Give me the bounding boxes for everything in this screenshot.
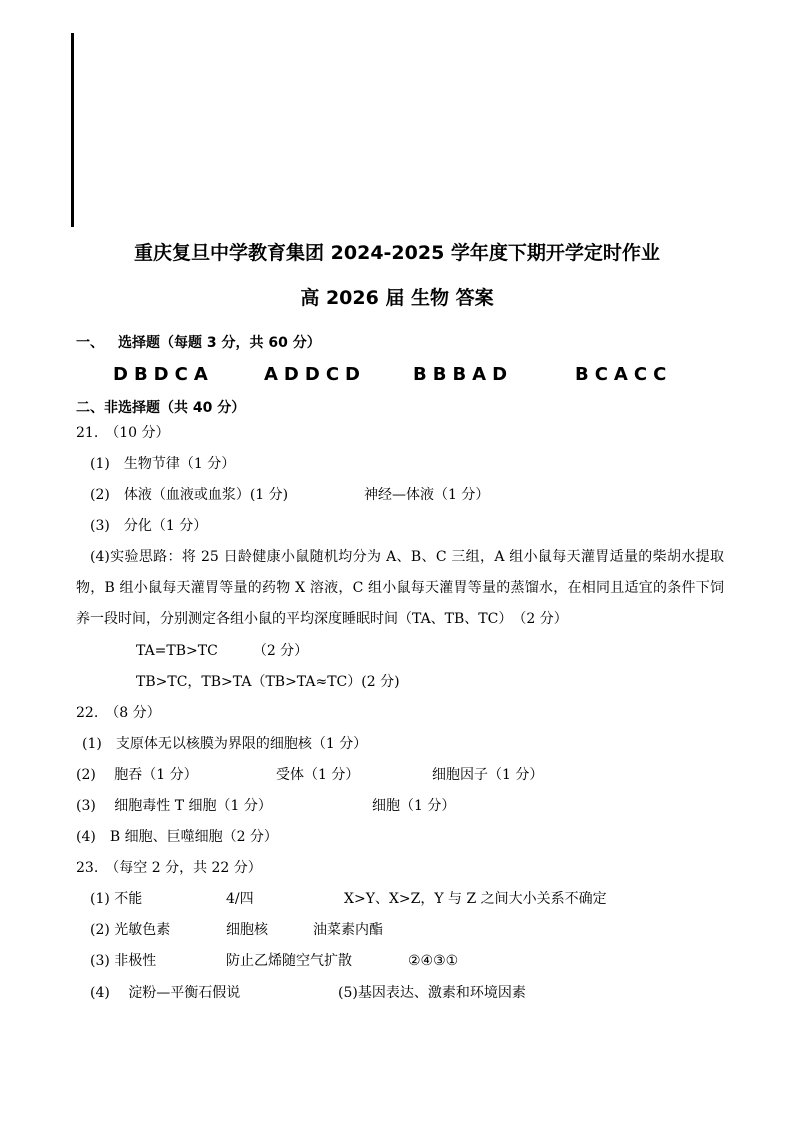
q22-answer-2a: (2) 胞吞（1 分）: [76, 767, 198, 783]
q23-answer-2a: (2) 光敏色素: [90, 922, 171, 938]
q21-answer-3: (3) 分化（1 分）: [90, 518, 208, 534]
document-title: 重庆复旦中学教育集团 2024-2025 学年度下期开学定时作业: [134, 242, 660, 264]
q21-answer-2a: (2) 体液（血液或血浆）(1 分): [90, 487, 289, 503]
q22-answer-1: (1) 支原体无以核膜为界限的细胞核（1 分）: [82, 736, 368, 752]
q23-answer-1b: 4/四: [226, 891, 254, 907]
document-subtitle: 高 2026 届 生物 答案: [300, 287, 494, 309]
q23-answer-3b: 防止乙烯随空气扩散: [226, 953, 352, 969]
q23-answer-1c: X>Y、X>Z，Y 与 Z 之间大小关系不确定: [344, 891, 607, 907]
q21-header: 21. （10 分）: [76, 425, 170, 441]
q22-header: 22. （8 分）: [76, 705, 161, 721]
answer-group-2: ADDCD: [264, 364, 366, 385]
section2-title: 二、非选择题（共 40 分）: [76, 400, 246, 416]
q23-answer-1a: (1) 不能: [90, 891, 143, 907]
q23-header: 23. （每空 2 分，共 22 分）: [76, 860, 262, 876]
q22-answer-3a: (3) 细胞毒性 T 细胞（1 分）: [76, 798, 272, 814]
q23-answer-3a: (3) 非极性: [90, 953, 157, 969]
q22-answer-3b: 细胞（1 分）: [372, 798, 456, 814]
q21-result-2: TB>TC，TB>TA（TB>TA≈TC）(2 分): [136, 674, 400, 690]
q22-answer-2c: 细胞因子（1 分）: [432, 767, 544, 783]
q23-answer-4a: (4) 淀粉—平衡石假说: [90, 985, 241, 1001]
section1-title: 选择题（每题 3 分，共 60 分）: [118, 335, 321, 351]
q23-answer-3c: ②④③①: [408, 953, 459, 969]
q21-answer-1: (1) 生物节律（1 分）: [90, 456, 236, 472]
q22-answer-4: (4) B 细胞、巨噬细胞（2 分）: [76, 829, 278, 845]
q21-answer-4: (4)实验思路：将 25 日龄健康小鼠随机均分为 A、B、C 三组，A 组小鼠每天灌胃适量的柴胡水提取物，B 组小鼠每天灌胃等量的药物 X 溶液，C 组小鼠每天灌胃等量的蒸馏水，在相同且适宜的条件下饲养一段时间，分别测定各组小鼠的平均深度睡眠时间（TA、TB、TC） （2 分）: [76, 549, 724, 627]
margin-bar: [71, 33, 74, 227]
q21-result-1: TA=TB>TC （2 分）: [136, 643, 309, 659]
answer-group-1: DBDCA: [113, 364, 214, 385]
section1-number: 一、: [76, 335, 104, 351]
q23-answer-2c: 油菜素内酯: [313, 922, 383, 938]
q23-answer-4b: (5)基因表达、激素和环境因素: [338, 985, 526, 1001]
answer-group-3: BBBAD: [413, 364, 514, 385]
q21-answer-2b: 神经—体液（1 分）: [364, 487, 490, 503]
q23-answer-2b: 细胞核: [226, 922, 268, 938]
answer-group-4: BCACC: [575, 364, 673, 385]
q22-answer-2b: 受体（1 分）: [276, 767, 360, 783]
